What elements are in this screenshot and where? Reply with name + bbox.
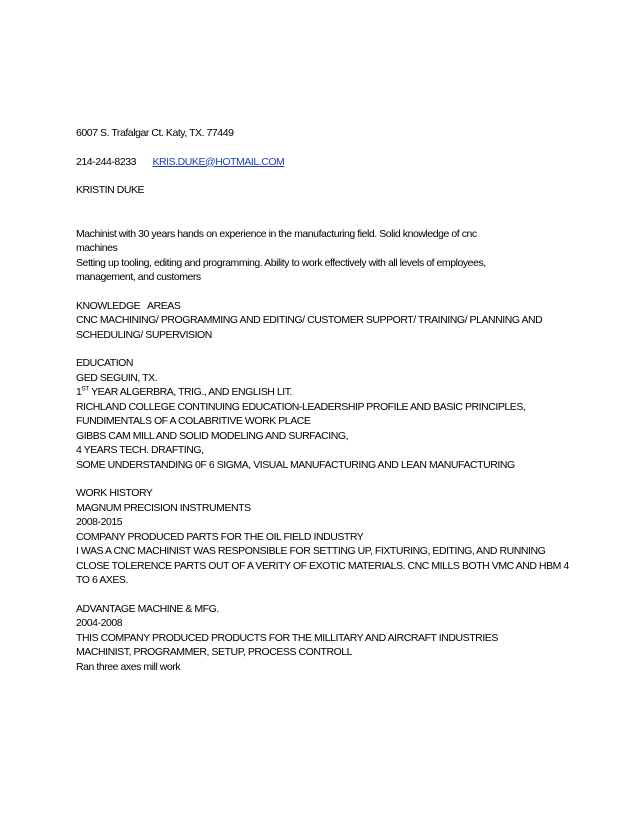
knowledge-section	[76, 299, 576, 343]
education-sigma: SOME UNDERSTANDING 0F 6 SIGMA, VISUAL MANUFACTURING AND LEAN MANUFACTURING	[76, 458, 515, 471]
education-richland: RICHLAND COLLEGE CONTINUING EDUCATION-LEADERSHIP PROFILE AND BASIC PRINCIPLES,	[76, 400, 526, 413]
candidate-name: KRISTIN DUKE	[76, 184, 145, 196]
summary-line: machines	[76, 242, 118, 254]
job-description-line: MACHINIST, PROGRAMMER, SETUP, PROCESS CONTROLL	[76, 646, 353, 658]
job-company: MAGNUM PRECISION INSTRUMENTS	[76, 501, 251, 514]
contact-line	[76, 155, 576, 170]
education-gibbs: GIBBS CAM MILL AND SOLID MODELING AND SURFACING,	[76, 429, 349, 442]
job-years: 2008-2015	[76, 516, 123, 528]
job-years: 2004-2008	[76, 617, 123, 629]
job-description-line: THIS COMPANY PRODUCED PRODUCTS FOR THE MILLITARY AND AIRCRAFT INDUSTRIES	[76, 631, 498, 644]
job-company: ADVANTAGE MACHINE & MFG.	[76, 602, 219, 615]
knowledge-heading: KNOWLEDGE AREAS	[76, 299, 181, 312]
education-fundamentals: FUNDIMENTALS OF A COLABRITIVE WORK PLACE	[76, 415, 311, 427]
job-entry	[76, 602, 576, 675]
education-heading: EDUCATION	[76, 357, 134, 369]
education-tech: 4 YEARS TECH. DRAFTING,	[76, 444, 204, 456]
address-line: 6007 S. Trafalgar Ct. Katy, TX. 77449	[76, 127, 234, 139]
email-link[interactable]: KRIS.DUKE@HOTMAIL.COM	[152, 155, 285, 168]
phone-number: 214-244-8233	[76, 155, 136, 168]
job-description-line: Ran three axes mill work	[76, 660, 181, 673]
year-number: 1	[76, 386, 82, 398]
job-description-line: CLOSE TOLERENCE PARTS OUT OF A VERITY OF EXOTIC MATERIALS. CNC MILLS BOTH VMC AND HBM 4	[76, 559, 569, 572]
year-rest: YEAR ALGERBRA, TRIG., AND ENGLISH LIT.	[88, 386, 293, 398]
work-heading: WORK HISTORY	[76, 487, 153, 499]
summary-line: Setting up tooling, editing and programming. Ability to work effectively with all levels of employees,	[76, 256, 486, 269]
year-superscript: ST	[81, 385, 89, 393]
job-entry	[76, 501, 576, 588]
summary-line: management, and customers	[76, 271, 201, 283]
summary-line: Machinist with 30 years hands on experience in the manufacturing field. Solid knowledge of cnc	[76, 227, 477, 240]
education-year-line	[76, 385, 576, 400]
job-description-line: I WAS A CNC MACHINIST WAS RESPONSIBLE FOR SETTING UP, FIXTURING, EDITING, AND RUNNING	[76, 545, 546, 557]
job-description-line: TO 6 AXES.	[76, 574, 128, 586]
job-description-line: COMPANY PRODUCED PARTS FOR THE OIL FIELD INDUSTRY	[76, 530, 364, 543]
work-section	[76, 486, 576, 674]
knowledge-line: CNC MACHINING/ PROGRAMMING AND EDITING/ CUSTOMER SUPPORT/ TRAINING/ PLANNING AND	[76, 314, 543, 326]
summary-section	[76, 227, 576, 285]
resume-document	[76, 126, 576, 674]
knowledge-line: SCHEDULING/ SUPERVISION	[76, 328, 212, 341]
education-ged: GED SEGUIN, TX.	[76, 371, 158, 384]
education-section	[76, 356, 576, 472]
